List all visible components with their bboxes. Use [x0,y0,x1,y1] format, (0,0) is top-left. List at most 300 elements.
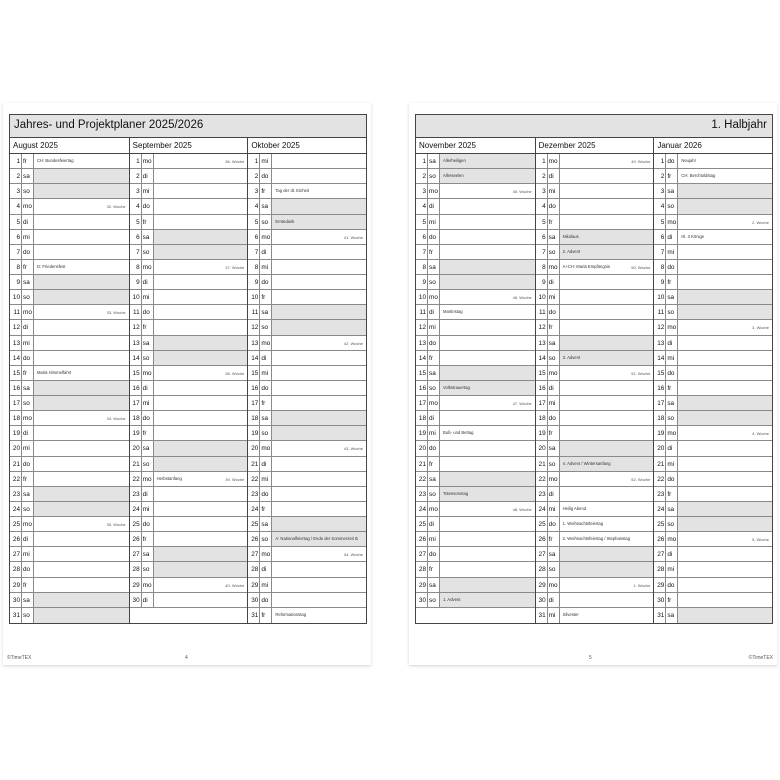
weekday: fr [142,532,154,546]
holiday-label: 2. Advent [562,248,581,254]
day-note-field[interactable] [154,562,248,576]
planner-page-right [409,103,777,665]
day-number: 19 [654,426,666,440]
day-note-field[interactable] [34,411,129,425]
day-note-field[interactable] [272,320,366,334]
day-note-field[interactable] [678,366,772,380]
day-note-field[interactable] [678,154,772,168]
day-number: 20 [416,441,428,455]
week-number: 43. Woche [343,446,363,452]
day-note-field[interactable] [440,351,535,365]
day-row [654,351,772,366]
day-note-field[interactable] [154,457,248,471]
day-row [130,487,248,502]
day-note-field[interactable] [272,260,366,274]
day-note-field[interactable] [154,260,248,274]
day-note-field[interactable] [678,487,772,501]
day-note-field[interactable] [678,593,772,607]
day-number: 15 [654,366,666,380]
weekday: do [548,199,560,213]
weekday: sa [548,336,560,350]
week-number: 51. Woche [631,370,651,376]
day-note-field[interactable] [34,275,129,289]
day-note-field[interactable] [440,336,535,350]
day-note-field[interactable] [154,472,248,486]
day-note-field[interactable] [560,441,654,455]
holiday-label: 1. Advent [443,596,461,602]
day-note-field[interactable] [154,290,248,304]
day-note-field[interactable] [154,517,248,531]
day-note-field[interactable] [560,547,654,561]
day-note-field[interactable] [560,517,654,531]
day-note-field[interactable] [440,411,535,425]
day-note-field[interactable] [272,245,366,259]
day-number: 7 [130,245,142,259]
day-note-field[interactable] [154,169,248,183]
day-number: 18 [130,411,142,425]
holiday-label: Nikolaus [562,233,579,239]
day-note-field[interactable] [34,260,129,274]
day-note-field[interactable] [678,457,772,471]
day-note-field[interactable] [272,275,366,289]
weekday: di [260,245,272,259]
day-note-field[interactable] [272,547,366,561]
holiday-label: Tag der dt. Einheit [275,188,310,194]
day-note-field[interactable] [272,578,366,592]
day-number: 4 [130,199,142,213]
day-note-field[interactable] [440,215,535,229]
day-note-field[interactable] [678,275,772,289]
day-note-field[interactable] [678,502,772,516]
day-note-field[interactable] [154,154,248,168]
day-note-field[interactable] [154,336,248,350]
day-number: 3 [654,184,666,198]
day-note-field[interactable] [678,184,772,198]
day-row [248,169,366,184]
day-number: 18 [416,411,428,425]
day-note-field[interactable] [440,305,535,319]
day-row [654,230,772,245]
weekday: fr [142,215,154,229]
day-note-field[interactable] [560,411,654,425]
day-note-field[interactable] [34,608,129,623]
day-note-field[interactable] [560,245,654,259]
day-number: 15 [536,366,548,380]
day-note-field[interactable] [560,154,654,168]
day-note-field[interactable] [34,547,129,561]
day-note-field[interactable] [440,562,535,576]
day-note-field[interactable] [34,517,129,531]
day-note-field[interactable] [272,562,366,576]
day-number: 19 [10,426,22,440]
day-note-field[interactable] [560,381,654,395]
day-note-field[interactable] [154,245,248,259]
day-note-field[interactable] [34,593,129,607]
weekday: do [260,275,272,289]
page-title-bar [416,115,772,138]
day-note-field[interactable] [440,381,535,395]
day-note-field[interactable] [440,154,535,168]
day-note-field[interactable] [34,169,129,183]
holiday-label: 1. Weihnachtsfeiertag [562,521,604,526]
day-note-field[interactable] [272,290,366,304]
day-number: 4 [10,199,22,213]
day-note-field[interactable] [34,245,129,259]
day-note-field[interactable] [678,472,772,486]
day-number: 17 [10,396,22,410]
day-note-field[interactable] [440,457,535,471]
day-note-field[interactable] [34,562,129,576]
day-note-field[interactable] [678,381,772,395]
day-note-field[interactable] [560,215,654,229]
day-note-field[interactable] [272,532,366,546]
day-note-field[interactable] [560,608,654,623]
day-row [10,381,129,396]
day-number: 28 [536,562,548,576]
day-note-field[interactable] [154,381,248,395]
day-note-field[interactable] [440,502,535,516]
day-row [248,532,366,547]
holiday-label: Buß- und Bettag [443,430,474,436]
day-note-field[interactable] [34,215,129,229]
day-note-field[interactable] [560,290,654,304]
day-note-field[interactable] [560,336,654,350]
day-note-field[interactable] [678,320,772,334]
day-note-field[interactable] [678,230,772,244]
weekday: fr [548,532,560,546]
day-note-field[interactable] [34,532,129,546]
day-row [654,547,772,562]
day-note-field[interactable] [154,411,248,425]
day-note-field[interactable] [678,517,772,531]
day-number: 27 [654,547,666,561]
day-number: 26 [654,532,666,546]
holiday-label: Erntedank [275,218,295,224]
day-note-field[interactable] [678,441,772,455]
day-number: 8 [654,260,666,274]
day-note-field[interactable] [440,275,535,289]
day-note-field[interactable] [154,502,248,516]
day-number: 7 [416,245,428,259]
day-note-field[interactable] [678,396,772,410]
day-note-field[interactable] [272,184,366,198]
weekday: sa [142,547,154,561]
day-row [248,502,366,517]
day-note-field[interactable] [272,351,366,365]
day-note-field[interactable] [154,578,248,592]
day-note-field[interactable] [440,396,535,410]
day-note-field[interactable] [34,305,129,319]
day-row [536,245,654,260]
day-number: 6 [654,230,666,244]
day-row [536,154,654,169]
day-note-field[interactable] [678,351,772,365]
day-number: 6 [10,230,22,244]
day-number: 5 [536,215,548,229]
day-row [10,184,129,199]
weekday: sa [666,184,678,198]
day-note-field[interactable] [560,426,654,440]
day-number: 6 [130,230,142,244]
day-note-field[interactable] [272,472,366,486]
day-note-field[interactable] [34,578,129,592]
day-note-field[interactable] [440,366,535,380]
day-number: 18 [10,411,22,425]
day-note-field[interactable] [154,547,248,561]
day-row [416,426,535,441]
day-note-field[interactable] [34,230,129,244]
day-note-field[interactable] [440,578,535,592]
day-note-field[interactable] [678,411,772,425]
day-note-field[interactable] [272,336,366,350]
day-note-field[interactable] [560,532,654,546]
day-note-field[interactable] [560,502,654,516]
day-note-field[interactable] [154,351,248,365]
day-note-field[interactable] [678,290,772,304]
day-note-field[interactable] [272,426,366,440]
day-note-field[interactable] [34,366,129,380]
day-note-field[interactable] [272,411,366,425]
day-note-field[interactable] [272,457,366,471]
day-note-field[interactable] [34,396,129,410]
day-row [248,472,366,487]
weekday: di [428,199,440,213]
day-number: 25 [536,517,548,531]
day-note-field[interactable] [34,441,129,455]
day-note-field[interactable] [272,441,366,455]
day-note-field[interactable] [560,260,654,274]
day-note-field[interactable] [154,305,248,319]
day-note-field[interactable] [272,502,366,516]
day-note-field[interactable] [560,366,654,380]
day-number: 15 [416,366,428,380]
day-number: 12 [654,320,666,334]
day-note-field[interactable] [440,426,535,440]
day-note-field[interactable] [678,245,772,259]
weekday: mi [142,396,154,410]
day-note-field[interactable] [34,154,129,168]
day-row [536,320,654,335]
weekday: so [548,245,560,259]
day-number: 14 [654,351,666,365]
weekday: sa [260,305,272,319]
day-note-field[interactable] [560,230,654,244]
day-note-field[interactable] [560,275,654,289]
day-row [130,184,248,199]
day-row [536,305,654,320]
day-note-field[interactable] [440,487,535,501]
day-note-field[interactable] [678,532,772,546]
day-row [536,336,654,351]
week-number: 41. Woche [343,234,363,240]
day-note-field[interactable] [34,381,129,395]
day-row [654,532,772,547]
day-row [654,336,772,351]
day-number: 8 [10,260,22,274]
day-note-field[interactable] [678,578,772,592]
day-row [654,411,772,426]
day-row [536,260,654,275]
day-note-field[interactable] [678,199,772,213]
day-note-field[interactable] [272,608,366,623]
day-number: 5 [654,215,666,229]
day-note-field[interactable] [440,441,535,455]
day-note-field[interactable] [154,532,248,546]
day-number: 22 [10,472,22,486]
day-note-field[interactable] [154,441,248,455]
day-note-field[interactable] [440,260,535,274]
day-row [10,487,129,502]
weekday: sa [666,502,678,516]
day-number: 15 [10,366,22,380]
weekday: do [548,517,560,531]
day-note-field[interactable] [34,502,129,516]
day-row [248,351,366,366]
day-number: 26 [536,532,548,546]
day-number: 14 [536,351,548,365]
day-note-field[interactable] [560,305,654,319]
day-row [536,562,654,577]
day-note-field[interactable] [560,457,654,471]
day-note-field[interactable] [440,320,535,334]
month-header: September 2025 [130,138,248,154]
day-note-field[interactable] [678,215,772,229]
day-note-field[interactable] [440,517,535,531]
day-note-field[interactable] [560,351,654,365]
weekday: mi [666,245,678,259]
day-note-field[interactable] [272,199,366,213]
day-note-field[interactable] [154,593,248,607]
day-note-field[interactable] [154,199,248,213]
day-note-field[interactable] [440,593,535,607]
day-note-field[interactable] [272,517,366,531]
day-note-field[interactable] [272,487,366,501]
day-note-field[interactable] [272,215,366,229]
day-note-field[interactable] [440,184,535,198]
day-number: 15 [248,366,260,380]
day-note-field[interactable] [34,290,129,304]
day-note-field[interactable] [560,593,654,607]
day-number: 17 [130,396,142,410]
day-row [10,457,129,472]
month-header: November 2025 [416,138,535,154]
weekday: mo [260,441,272,455]
day-note-field[interactable] [34,457,129,471]
weekday: sa [22,381,34,395]
day-note-field[interactable] [678,169,772,183]
weekday: mo [548,260,560,274]
day-note-field[interactable] [154,396,248,410]
day-row [536,381,654,396]
day-row [130,578,248,593]
week-number: 1. Woche [633,582,651,588]
day-note-field[interactable] [560,184,654,198]
weekday: do [428,230,440,244]
day-number: 30 [416,593,428,607]
day-note-field[interactable] [440,199,535,213]
day-row [536,517,654,532]
day-note-field[interactable] [34,426,129,440]
day-note-field[interactable] [560,472,654,486]
week-number: 38. Woche [225,370,245,376]
day-note-field[interactable] [34,199,129,213]
day-row [130,517,248,532]
day-note-field[interactable] [34,351,129,365]
day-note-field[interactable] [560,320,654,334]
weekday: sa [428,472,440,486]
day-number: 16 [536,381,548,395]
day-note-field[interactable] [34,336,129,350]
day-note-field[interactable] [678,547,772,561]
day-note-field[interactable] [678,305,772,319]
day-note-field[interactable] [154,366,248,380]
day-row [416,472,535,487]
day-note-field[interactable] [272,305,366,319]
day-row [654,275,772,290]
day-note-field[interactable] [272,396,366,410]
day-note-field[interactable] [154,215,248,229]
day-note-field[interactable] [678,426,772,440]
day-number: 30 [130,593,142,607]
day-number: 4 [654,199,666,213]
day-row [416,487,535,502]
day-note-field[interactable] [440,290,535,304]
day-note-field[interactable] [272,381,366,395]
day-note-field[interactable] [678,608,772,623]
day-note-field[interactable] [440,472,535,486]
weekday: so [22,396,34,410]
day-row [10,320,129,335]
day-note-field[interactable] [154,487,248,501]
day-note-field[interactable] [154,275,248,289]
day-note-field[interactable] [560,396,654,410]
weekday: do [142,305,154,319]
day-note-field[interactable] [272,593,366,607]
day-note-field[interactable] [560,578,654,592]
day-note-field[interactable] [678,562,772,576]
day-number: 18 [654,411,666,425]
day-row [248,230,366,245]
day-note-field[interactable] [440,245,535,259]
day-note-field[interactable] [560,199,654,213]
day-note-field[interactable] [154,184,248,198]
day-note-field[interactable] [272,230,366,244]
day-note-field[interactable] [272,366,366,380]
day-note-field[interactable] [440,547,535,561]
day-note-field[interactable] [560,169,654,183]
day-note-field[interactable] [34,184,129,198]
day-note-field[interactable] [34,472,129,486]
weekday: so [666,411,678,425]
day-note-field[interactable] [678,336,772,350]
day-note-field[interactable] [678,260,772,274]
day-note-field[interactable] [440,169,535,183]
day-note-field[interactable] [440,532,535,546]
day-note-field[interactable] [272,154,366,168]
day-row [248,578,366,593]
weekday: di [22,532,34,546]
day-note-field[interactable] [272,169,366,183]
day-note-field[interactable] [154,320,248,334]
day-note-field[interactable] [440,230,535,244]
day-note-field[interactable] [34,320,129,334]
day-note-field[interactable] [34,487,129,501]
day-note-field[interactable] [560,562,654,576]
day-row [654,305,772,320]
day-note-field[interactable] [154,230,248,244]
day-note-field[interactable] [154,426,248,440]
day-note-field[interactable] [560,487,654,501]
